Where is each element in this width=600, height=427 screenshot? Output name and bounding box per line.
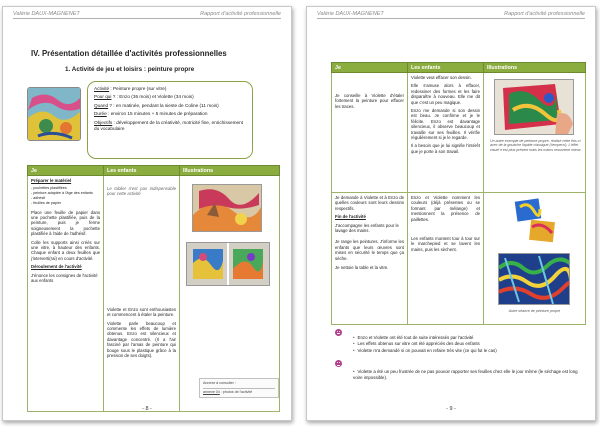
annex-04-link[interactable]: annexe 04	[203, 389, 220, 394]
table-header-row	[332, 63, 586, 73]
illustration-photo-3	[494, 79, 574, 135]
illustration-photo-1	[192, 184, 262, 232]
enfants-text-1: Violette veut effacer son dessin.	[411, 75, 472, 80]
enfants-text-4: Il a besoin que je lui signifie l'intérêt que je porte à son travail.	[411, 143, 480, 154]
info-pour-qui: Pour qui ? : Enzo (36 mois) et Violette (34 mois)	[94, 94, 194, 100]
cell-illustrations	[484, 73, 586, 193]
sad-face-icon	[335, 360, 342, 367]
enfants-text-1: Violette et Enzo sont enthousiastes et commencent à étaler la peinture.	[107, 306, 176, 318]
cell-je	[332, 73, 408, 193]
page-number: - 8 -	[142, 406, 152, 412]
prep-step-2: Colle les supports ainsi créés sur une vitre, à hauteur des enfants. Chaque enfant a deux feuilles que j'interverti(rai) en cours d'activité.	[31, 239, 100, 261]
je-lavage: J'accompagne les enfants pour le lavage des mains.	[335, 222, 399, 234]
activity-table-page8	[27, 165, 280, 412]
activity-info-box	[87, 81, 253, 159]
header-report: Rapport d'activité professionnelle	[504, 11, 585, 17]
table-row	[332, 193, 586, 325]
cell-enfants	[408, 193, 484, 325]
list-item: • Enzo et Violette ont été tout de suite intéressés par l'activité	[353, 335, 583, 341]
list-item: - pochettes plastifiées	[31, 186, 67, 191]
col-header-je: Je	[332, 63, 408, 73]
header-author: Valérie DAUX-MAGNENET	[317, 11, 384, 17]
cell-je	[28, 176, 104, 412]
table-row	[28, 176, 280, 412]
table-row	[332, 73, 586, 193]
col-header-illustrations: Illustrations	[484, 63, 586, 73]
enfants-text-5: Enzo et Violette nomment les couleurs (déjà présentes ou se formant par mélange) et mentionnent la présence de paillettes.	[411, 195, 480, 222]
positive-points-list	[353, 335, 583, 354]
je-conseil: Je conseille à Violette d'étaler fortement la peinture pour effacer les traces.	[335, 93, 404, 109]
page-number: - 9 -	[446, 406, 456, 412]
happy-face-icon	[335, 329, 342, 336]
prep-step-1: Place une feuille de papier dans une pochette plastifiée, puis de la peinture, puis je ferme soigneusement la pochette plastifiée à l'aide de l'adhésif.	[31, 209, 100, 237]
je-nettoie: Je nettoie la table et la vitre.	[335, 265, 389, 271]
enfants-text-3: Enzo me demande si son dessin est beau. Je confirme et je le félicite. Enzo est davantage silencieux, il observe beaucoup et travaille sur ses feuilles. Il vérifie régulièrement si je le regarde.	[411, 108, 480, 141]
tablier-note: Le tablier n'est pas indispensable pour cette activité	[107, 186, 176, 197]
negative-points-list	[353, 369, 583, 382]
enfants-text-2: Violette parle beaucoup et commente les effets de lumière obtenus. Enzo est silencieux et davantage concentré. (Il a l'air fasciné par l'amas de peinture qui bouge sous le plastique grâce à la pression de ses doigts).	[107, 320, 176, 359]
prep-title: Préparer le matériel	[31, 178, 72, 183]
annex-label: Annexe à consulter :	[203, 381, 236, 385]
deroulement-title: Déroulement de l'activité	[31, 264, 82, 270]
illustration-caption-1: Un autre exemple de peinture propre, réalisé cette fois-ci avec de la gouache liquide classique ('tempera'). L'effet visuel n'est plus présent mais les mains ressortent mieux.	[490, 139, 582, 152]
page-8	[2, 6, 292, 421]
cell-je	[332, 193, 408, 325]
illustration-caption-2: Autre séance de peinture propre	[508, 309, 561, 313]
page-header	[317, 11, 585, 19]
je-range: Je range les peintures. J'informe les enfants que leurs œuvres sont mises en sécurité le temps que ça sèche.	[335, 239, 404, 261]
annex-link[interactable]: annexe 04 : photos de l'activité	[203, 388, 275, 395]
col-header-illustrations: Illustrations	[180, 166, 280, 176]
header-author: Valérie DAUX-MAGNENET	[13, 11, 80, 17]
consignes-text: J'énonce les consignes de l'activité aux enfants	[31, 272, 98, 284]
activity-subtitle: 1. Activité de jeu et loisirs : peinture propre	[65, 66, 195, 73]
col-header-je: Je	[28, 166, 104, 176]
header-report: Rapport d'activité professionnelle	[200, 11, 281, 17]
page-header	[13, 11, 281, 19]
prep-list	[31, 186, 100, 205]
activity-table-page9	[331, 62, 586, 325]
info-duree: Durée : environ 15 minutes + 5 minutes de préparation	[94, 111, 208, 117]
enfants-text-2: Elle s'amuse alors à effacer, redessiner des formes et les faire disparaître à nouveau. Elle me dit que c'est un peu magique.	[411, 83, 480, 105]
cell-illustrations	[180, 176, 280, 412]
page-9	[306, 6, 596, 421]
col-header-enfants: Les enfants	[104, 166, 180, 176]
enfants-text-6: Les enfants montent tour à tour sur le marchepied et se lavent les mains, puis les sèchent.	[411, 236, 480, 252]
list-item: • Violette a été un peu frustrée de ne pas pouvoir rapporter ses feuilles chez elle le jour même (le séchage est long voire impossible).	[353, 369, 583, 382]
illustration-photo-2	[186, 242, 270, 286]
list-item: - peinture adaptée à l'âge des enfants	[31, 191, 93, 196]
info-quand: Quand ? : en matinée, pendant la sieste de Coline (11 mois)	[94, 102, 219, 108]
cell-enfants	[104, 176, 180, 412]
info-objectifs: Objectifs : développement de la créativité, motricité fine, enrichissement du vocabulaire	[94, 119, 244, 131]
annex-note	[199, 378, 279, 398]
list-item: • Les effets obtenus sur vitre ont été appréciés des deux enfants	[353, 341, 583, 347]
cell-illustrations	[484, 193, 586, 325]
list-item: - adhésif	[31, 196, 46, 200]
list-item: - feuilles de papier	[31, 200, 62, 205]
je-demande: Je demande à Violette et à Enzo de quelles couleurs sont leurs dessins respectifs.	[335, 195, 404, 211]
fin-title: Fin de l'activité	[335, 214, 366, 220]
cell-enfants	[408, 73, 484, 193]
section-title: IV. Présentation détaillée d'activités professionnelles	[31, 49, 227, 58]
list-item: • Violette m'a demandé si on pouvait en refaire très vite (ce qui fut le cas)	[353, 348, 583, 354]
activity-thumbnail	[27, 87, 81, 141]
illustration-photo-5	[498, 253, 570, 305]
illustration-photo-4	[512, 197, 558, 243]
table-header-row	[28, 166, 280, 176]
info-activite: Activité : Peinture propre (sur vitre)	[94, 86, 167, 91]
col-header-enfants: Les enfants	[408, 63, 484, 73]
